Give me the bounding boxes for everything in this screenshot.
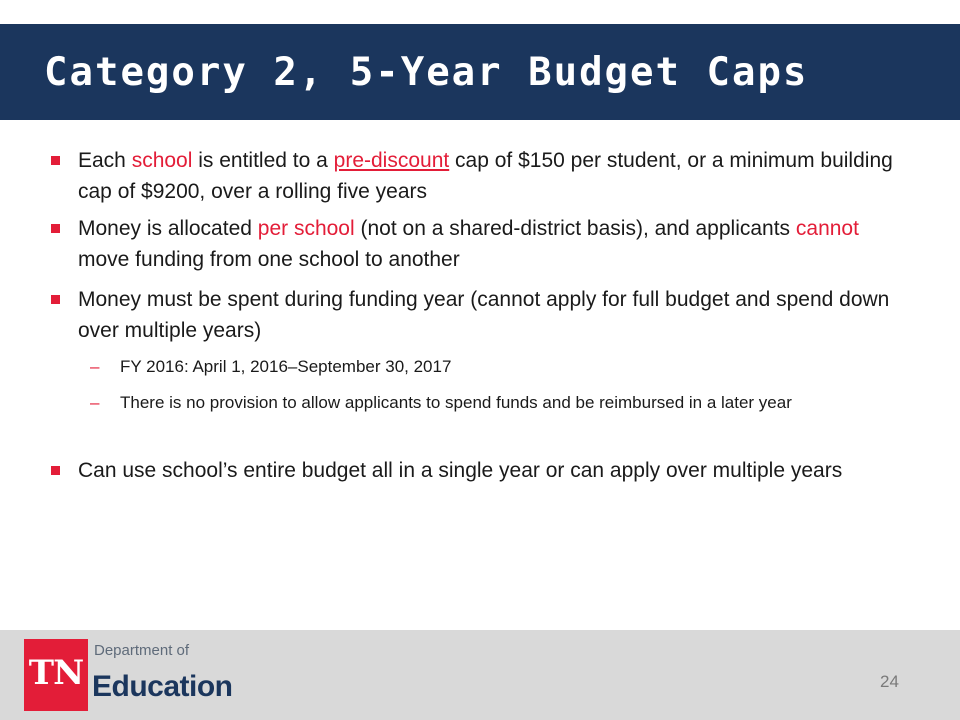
sub-bullet-text: FY 2016: April 1, 2016–September 30, 2017 xyxy=(120,357,452,376)
square-bullet-icon xyxy=(51,156,60,165)
sub-bullet-item-1 xyxy=(90,353,900,380)
bullet-item-1 xyxy=(78,145,908,207)
bullet-text: Money is allocated xyxy=(78,217,258,240)
logo-department-text: Department of xyxy=(94,642,190,659)
bullet-text: move funding from one school to another xyxy=(78,248,460,271)
logo-education-text: Education xyxy=(92,670,233,703)
highlight-cannot: cannot xyxy=(795,217,859,240)
highlight-per-school: per school xyxy=(257,217,355,240)
bullet-text: Each xyxy=(78,149,132,172)
bullet-item-2 xyxy=(78,213,908,275)
tn-logo-mark: TN xyxy=(28,653,84,693)
dash-bullet-icon: – xyxy=(90,357,100,376)
bullet-text: Money must be spent during funding year (cannot apply for full budget and spend down over multiple years) xyxy=(78,288,890,342)
bullet-text: (not on a shared-district basis), and applicants xyxy=(354,217,796,240)
highlight-school: school xyxy=(131,149,193,172)
footer-bar xyxy=(0,630,960,720)
bullet-text: Can use school’s entire budget all in a single year or can apply over multiple years xyxy=(78,459,843,482)
tn-logo xyxy=(24,639,88,711)
slide-title: Category 2, 5-Year Budget Caps xyxy=(44,50,809,95)
highlight-pre-discount: pre-discount xyxy=(333,149,450,172)
sub-bullet-item-2 xyxy=(90,389,900,416)
dash-bullet-icon: – xyxy=(90,393,100,412)
square-bullet-icon xyxy=(51,295,60,304)
sub-bullet-text: There is no provision to allow applicants to spend funds and be reimbursed in a later year xyxy=(120,393,792,412)
bullet-text: is entitled to a xyxy=(192,149,334,172)
bullet-text: cap of $150 per student, or a minimum building cap of $9200, over a rolling five years xyxy=(78,149,893,203)
bullet-item-3 xyxy=(78,284,908,346)
square-bullet-icon xyxy=(51,224,60,233)
square-bullet-icon xyxy=(51,466,60,475)
page-number: 24 xyxy=(880,672,899,691)
bullet-item-4 xyxy=(78,455,908,486)
